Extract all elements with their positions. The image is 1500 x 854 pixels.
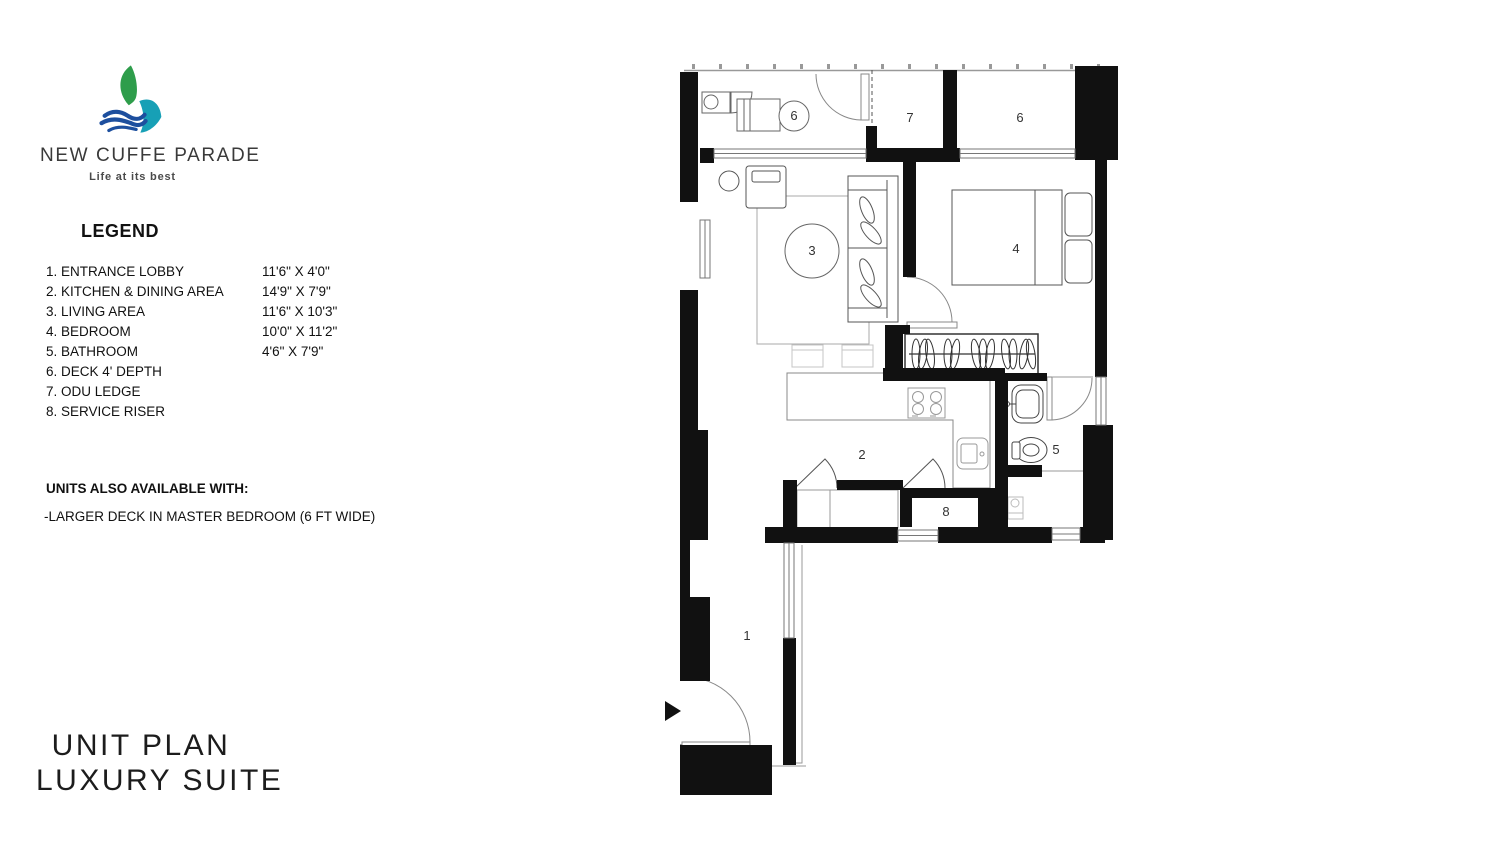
kitchen-sink <box>957 438 988 469</box>
legend-item <box>46 282 406 302</box>
legend-item-label: 7. ODU LEDGE <box>46 384 141 399</box>
brand-logo <box>40 62 261 183</box>
armchair <box>746 166 786 208</box>
legend-item <box>46 322 406 342</box>
legend-item <box>46 362 406 382</box>
floor-plan <box>660 58 1125 803</box>
room-label-deck-right: 6 <box>1016 110 1024 125</box>
window <box>898 530 938 541</box>
unit-plan-title-line1: UNIT PLAN <box>51 729 231 762</box>
brand-name: NEW CUFFE PARADE <box>40 145 261 166</box>
brand-tagline: Life at its best <box>89 171 176 183</box>
window <box>784 543 794 638</box>
legend-item <box>46 302 406 322</box>
legend-item-label: 3. LIVING AREA <box>46 304 146 319</box>
legend-item-label: 4. BEDROOM <box>46 324 131 339</box>
availability-heading: UNITS ALSO AVAILABLE WITH: <box>46 481 249 496</box>
legend-item-dim: 11'6" X 4'0" <box>262 264 330 279</box>
legend-item-label: 5. BATHROOM <box>46 344 139 359</box>
room-label-living-area: 3 <box>808 243 816 258</box>
window <box>960 149 1075 158</box>
deck-railing <box>684 67 1118 71</box>
kitchen-counter <box>787 373 990 488</box>
legend-item <box>46 402 406 422</box>
bedroom-furniture <box>905 190 1092 374</box>
legend-item-dim: 10'0" X 11'2" <box>262 324 338 339</box>
unit-plan-title-line2: LUXURY SUITE <box>36 764 284 797</box>
entry-arrow-icon <box>665 701 681 721</box>
room-label-odu-ledge: 7 <box>906 110 914 125</box>
room-label-entrance-lobby: 1 <box>743 628 751 643</box>
room-label-deck-left: 6 <box>790 108 798 123</box>
bathroom-door <box>1047 377 1092 420</box>
availability-note: -LARGER DECK IN MASTER BEDROOM (6 FT WIDE) <box>44 509 376 524</box>
deck-chair <box>737 99 780 131</box>
washbasin <box>1004 385 1043 423</box>
bedroom-door <box>907 277 957 328</box>
entry-door <box>680 673 750 749</box>
cabinets <box>797 490 898 528</box>
legend-item-label: 1. ENTRANCE LOBBY <box>46 264 185 279</box>
legend-title: LEGEND <box>81 221 160 241</box>
room-label-kitchen-dining: 2 <box>858 447 866 462</box>
window <box>714 149 866 158</box>
deck-door <box>816 70 872 126</box>
window <box>1052 528 1080 540</box>
unit-plan-title <box>36 728 284 798</box>
room-label-service-riser: 8 <box>942 504 950 519</box>
context-lines <box>772 377 1093 766</box>
legend-item-label: 8. SERVICE RISER <box>46 404 166 419</box>
legend-item <box>46 262 406 282</box>
room-label-bathroom: 5 <box>1052 442 1060 457</box>
legend-item-dim: 11'6" X 10'3" <box>262 304 338 319</box>
shower-fixture <box>1008 497 1023 519</box>
toilet <box>1012 438 1047 463</box>
cooktop <box>908 388 945 418</box>
side-table <box>719 171 739 191</box>
legend-item-label: 2. KITCHEN & DINING AREA <box>46 284 224 299</box>
window <box>700 220 710 278</box>
window <box>1096 377 1106 425</box>
legend-list <box>46 262 406 422</box>
legend-item <box>46 382 406 402</box>
bed <box>952 190 1092 285</box>
room-label-bedroom: 4 <box>1012 241 1020 256</box>
legend-item-label: 6. DECK 4' DEPTH <box>46 364 162 379</box>
legend-item <box>46 342 406 362</box>
brand-logo-icon <box>91 62 175 136</box>
counter-stools <box>792 345 873 367</box>
sofa <box>848 176 898 322</box>
legend-item-dim: 14'9" X 7'9" <box>262 284 331 299</box>
bathroom-fixtures <box>1004 385 1047 519</box>
legend-item-dim: 4'6" X 7'9" <box>262 344 324 359</box>
